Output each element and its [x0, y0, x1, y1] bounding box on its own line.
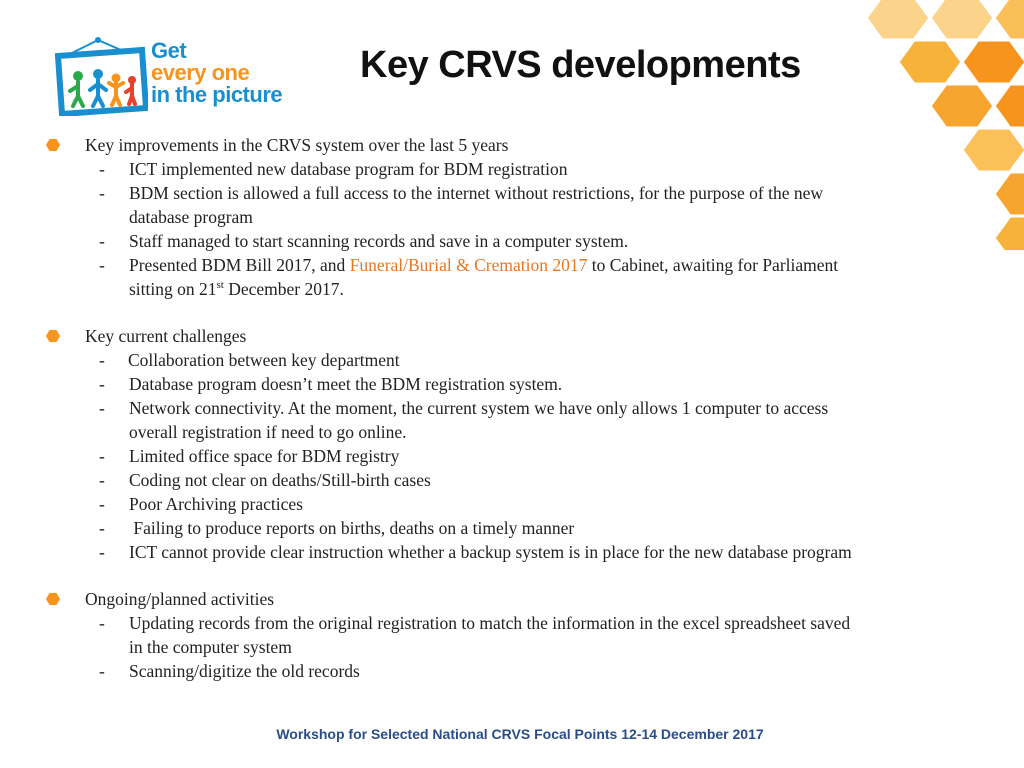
section-heading: Ongoing/planned activities [85, 589, 275, 609]
family-picture-frame-icon [48, 36, 148, 116]
logo-wordmark [151, 40, 282, 106]
slide-title: Key CRVS developments [360, 44, 801, 86]
footer-text: Workshop for Selected National CRVS Focal Points 12-14 December 2017 [276, 726, 764, 742]
logo-line-2: every one [151, 60, 250, 85]
section-heading: Key current challenges [85, 326, 247, 346]
highlighted-bill-name: Funeral/Burial & Cremation 2017 [349, 255, 588, 275]
hexagon-bullet-icon [46, 592, 60, 606]
logo [44, 24, 314, 120]
section-heading: Key improvements in the CRVS system over the last 5 years [85, 135, 509, 155]
logo-line-1: Get [151, 38, 187, 63]
hexagon-bullet-icon [46, 329, 60, 343]
hexagon-bullet-icon [46, 138, 60, 152]
logo-line-3: in the picture [151, 82, 283, 107]
